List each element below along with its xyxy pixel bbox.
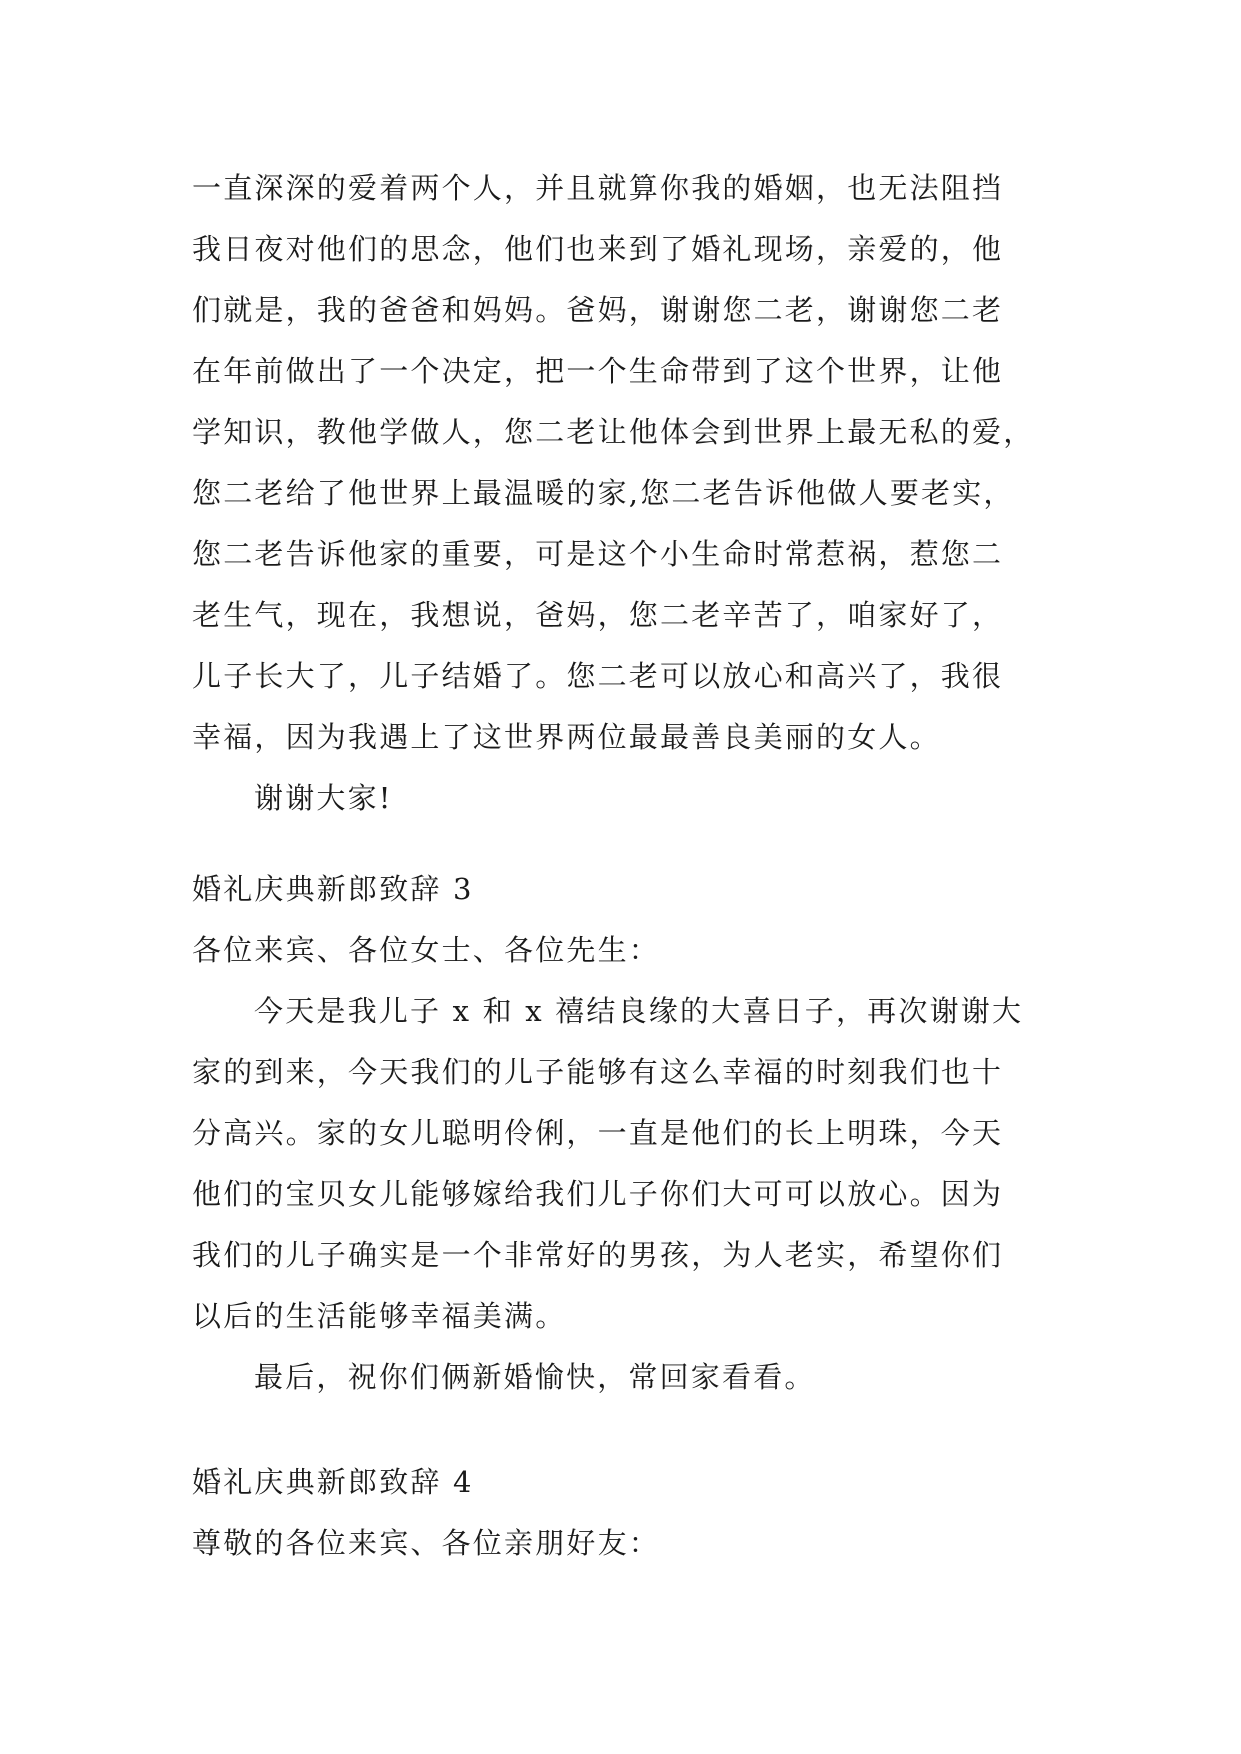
section-title: 婚礼庆典新郎致辞 3	[192, 872, 474, 906]
paragraph-line: 儿子长大了，儿子结婚了。您二老可以放心和高兴了，我很	[192, 659, 1004, 693]
paragraph-line: 们就是，我的爸爸和妈妈。爸妈，谢谢您二老，谢谢您二老	[192, 293, 1004, 327]
paragraph-line: 我们的儿子确实是一个非常好的男孩，为人老实，希望你们	[192, 1238, 1004, 1272]
paragraph-line: 老生气，现在，我想说，爸妈，您二老辛苦了，咱家好了，	[192, 598, 1004, 632]
salutation: 尊敬的各位来宾、各位亲朋好友：	[192, 1526, 661, 1560]
paragraph-line: 您二老给了他世界上最温暖的家,您二老告诉他做人要老实，	[192, 476, 1015, 510]
paragraph-line: 今天是我儿子 x 和 x 禧结良缘的大喜日子，再次谢谢大	[254, 994, 1024, 1028]
paragraph-line: 在年前做出了一个决定，把一个生命带到了这个世界，让他	[192, 354, 1004, 388]
section-title: 婚礼庆典新郎致辞 4	[192, 1465, 474, 1499]
speech-continuation	[192, 158, 1062, 829]
speech-section-4	[192, 1452, 1062, 1574]
closing-line: 最后，祝你们俩新婚愉快，常回家看看。	[254, 1360, 816, 1394]
paragraph-line: 家的到来，今天我们的儿子能够有这么幸福的时刻我们也十	[192, 1055, 1004, 1089]
paragraph-line: 学知识，教他学做人，您二老让他体会到世界上最无私的爱，	[192, 415, 1035, 449]
paragraph-line: 一直深深的爱着两个人，并且就算你我的婚姻，也无法阻挡	[192, 171, 1004, 205]
paragraph-line: 幸福，因为我遇上了这世界两位最最善良美丽的女人。	[192, 720, 941, 754]
paragraph-line: 他们的宝贝女儿能够嫁给我们儿子你们大可可以放心。因为	[192, 1177, 1004, 1211]
paragraph-line: 以后的生活能够幸福美满。	[192, 1299, 567, 1333]
paragraph-line: 您二老告诉他家的重要，可是这个小生命时常惹祸，惹您二	[192, 537, 1004, 571]
speech-section-3	[192, 859, 1062, 1408]
salutation: 各位来宾、各位女士、各位先生：	[192, 933, 661, 967]
document-body	[192, 158, 1062, 1574]
paragraph-line: 我日夜对他们的思念，他们也来到了婚礼现场，亲爱的，他	[192, 232, 1004, 266]
paragraph-line: 分高兴。家的女儿聪明伶俐，一直是他们的长上明珠，今天	[192, 1116, 1004, 1150]
closing-line: 谢谢大家!	[254, 781, 393, 815]
